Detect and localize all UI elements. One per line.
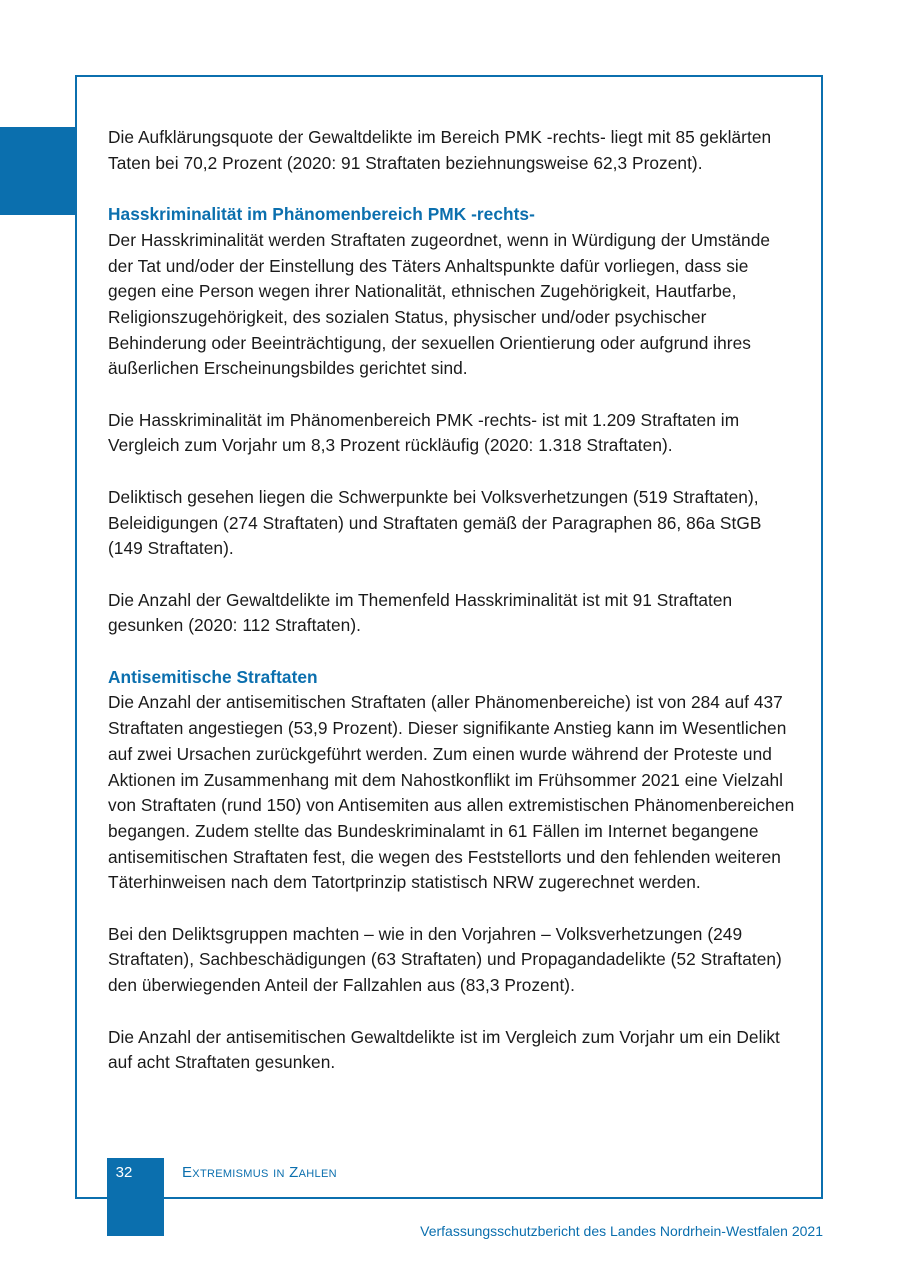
intro-paragraph: Die Aufklärungsquote der Gewaltdelikte im Bereich PMK -rechts- liegt mit 85 geklärten Taten bei 70,2 Prozent (2020: 91 Straftaten beziehnungsweise 62,3 Prozent). (108, 127, 772, 173)
running-section-title: Extremismus in Zahlen (182, 1164, 337, 1181)
paragraph: Der Hasskriminalität werden Straftaten zugeordnet, wenn in Würdigung der Umstände der Tat und/oder der Einstellung des Täters Anhaltspunkte dafür vorliegen, dass sie gegen eine Person wegen ihrer Nationalität, ethnischen Zugehörigkeit, Hautfarbe, Religionszugehörigkeit, des sozialen Status, physischer und/oder psychischer Behinderung oder Beeinträchtigung, der sexuellen Orientierung oder aufgrund ihres äußerlichen Erscheinungsbildes gerichtet sind. (108, 229, 771, 379)
page-number: 32 (115, 1164, 133, 1181)
paragraph: Die Anzahl der antisemitischen Gewaltdelikte ist im Vergleich zum Vorjahr um ein Delikt auf acht Straftaten gesunken. (108, 1026, 780, 1073)
paragraph: Bei den Deliktsgruppen machten – wie in den Vorjahren – Volksverhetzungen (249 Straftaten), Sachbeschädigungen (63 Straftaten) und Propagandadelikte (52 Straftaten) den überwiegenden Anteil der Fallzahlen aus (83,3 Prozent). (108, 923, 782, 996)
paragraph: Die Anzahl der Gewaltdelikte im Themenfeld Hasskriminalität ist mit 91 Straftaten gesunken (2020: 112 Straftaten). (108, 589, 733, 636)
side-accent-tab (0, 127, 76, 215)
section-heading-antisemitische-straftaten: Antisemitische Straftaten (108, 666, 318, 687)
paragraph: Deliktisch gesehen liegen die Schwerpunkte bei Volksverhetzungen (519 Straftaten), Beleidigungen (274 Straftaten) und Straftaten gemäß der Paragraphen 86, 86a StGB (149 Straftaten). (108, 486, 762, 559)
publication-footer: Verfassungsschutzbericht des Landes Nordrhein-Westfalen 2021 (420, 1223, 823, 1239)
page-content (108, 125, 798, 1102)
paragraph: Die Anzahl der antisemitischen Straftaten (aller Phänomenbereiche) ist von 284 auf 437 Straftaten angestiegen (53,9 Prozent). Dieser signifikante Anstieg kann im Wesentlichen auf zwei Ursachen zurückgeführt werden. Zum einen wurde während der Proteste und Aktionen im Zusammenhang mit dem Nahostkonflikt im Frühsommer 2021 eine Vielzahl von Straftaten (rund 150) von Antisemiten aus allen extremistischen Phänomenbereichen begangen. Zudem stellte das Bundeskriminalamt in 61 Fällen im Internet begangene antisemitischen Straftaten fest, die wegen des Feststellorts und den fehlenden weiteren Täterhinweisen nach dem Tatortprinzip statistisch NRW zugerechnet werden. (108, 692, 795, 893)
section-heading-hasskriminalitaet: Hasskriminalität im Phänomenbereich PMK -rechts- (108, 204, 535, 225)
paragraph: Die Hasskriminalität im Phänomenbereich PMK -rechts- ist mit 1.209 Straftaten im Vergleich zum Vorjahr um 8,3 Prozent rückläufig (2020: 1.318 Straftaten). (108, 409, 740, 456)
